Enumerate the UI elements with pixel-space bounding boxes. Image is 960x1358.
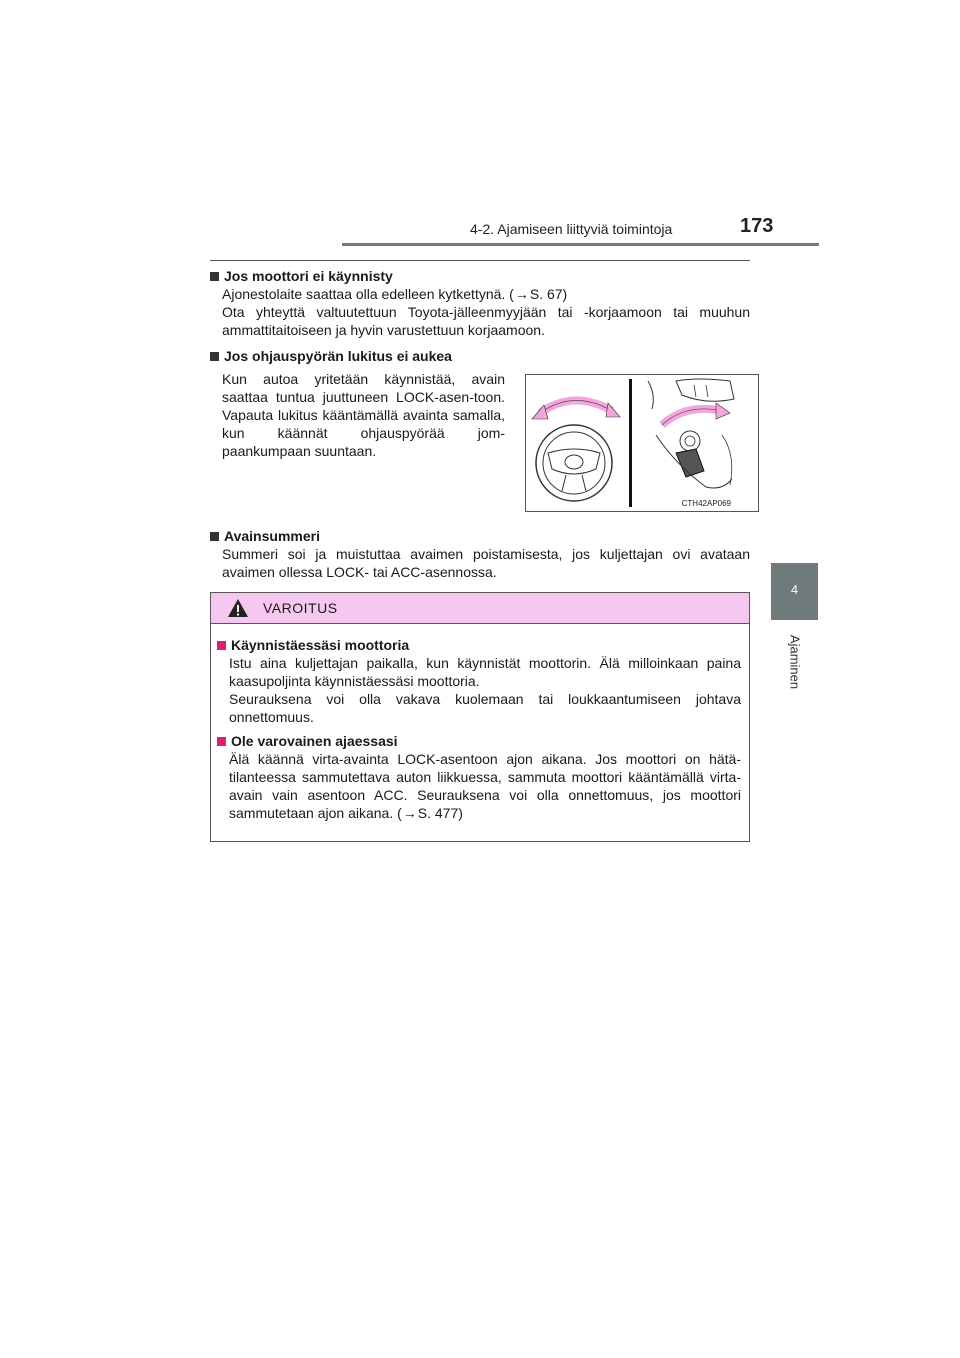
page-number: 173 — [740, 215, 774, 237]
pink-square-bullet-icon — [217, 641, 226, 650]
section-engine-body — [222, 285, 750, 339]
section-engine — [210, 267, 750, 339]
arrow-right-icon: → — [402, 805, 417, 821]
section-steering-body: Kun autoa yritetään käynnistää, avain saattaa tuntua juuttuneen LOCK-asen-toon. Vapauta lukitus kääntämällä avainta samalla, kun käännät ohjauspyörää jom-paankumpaan suuntaan. — [222, 371, 505, 459]
page-reference-link[interactable]: S. 477) — [417, 805, 463, 821]
square-bullet-icon — [210, 532, 219, 541]
section-steering-title — [210, 347, 750, 365]
header-section-title: 4-2. Ajamiseen liittyviä toimintoja — [470, 221, 673, 237]
section-buzzer-title — [210, 527, 750, 545]
warning-item-starting-title-text: Käynnistäessäsi moottoria — [231, 637, 410, 653]
section-steering — [210, 347, 750, 365]
section-steering-title-text: Jos ohjauspyörän lukitus ei aukea — [224, 348, 452, 364]
section-engine-title — [210, 267, 750, 285]
engine-line-1-text: Ajonestolaite saattaa olla edelleen kytkettynä. ( — [222, 286, 514, 302]
warning-item-starting-body — [229, 654, 741, 726]
chapter-tab — [771, 563, 818, 620]
chapter-number: 4 — [790, 582, 799, 597]
content-top-rule — [210, 260, 750, 261]
steering-wheel-and-key-drawing — [526, 375, 758, 511]
warning-driving-text: Älä käännä virta-avainta LOCK-asentoon ajon aikana. Jos moottori on hätä-tilanteessa sammutettava auton liikkuessa, sammuta moottori kääntämällä virta-avain vain asentoon ACC. Seurauksena voi olla onnettomuus, jos moottori sammutetaan ajon aikana. ( — [229, 751, 741, 821]
warning-triangle-icon — [227, 598, 249, 618]
warning-header — [211, 593, 749, 624]
figure-code: CTH42AP069 — [681, 499, 731, 508]
section-buzzer-body: Summeri soi ja muistuttaa avaimen poistamisesta, jos kuljettajan ovi avataan avaimen ollessa LOCK- tai ACC-asennossa. — [222, 546, 750, 580]
warning-item-driving-title — [217, 732, 741, 750]
pink-square-bullet-icon — [217, 737, 226, 746]
warning-box — [210, 592, 750, 842]
section-engine-title-text: Jos moottori ei käynnisty — [224, 268, 393, 284]
engine-line-2: Ota yhteyttä valtuutettuun Toyota-jälleenmyyjään tai -korjaamoon tai muuhun ammattitaitoiseen ja hyvin varustettuun korjaamoon. — [222, 304, 750, 338]
engine-line-1 — [222, 285, 750, 303]
square-bullet-icon — [210, 352, 219, 361]
page-reference-link[interactable]: S. 67) — [529, 286, 568, 302]
chapter-label: Ajaminen — [787, 634, 803, 690]
section-buzzer — [210, 527, 750, 581]
warning-label: VAROITUS — [263, 600, 338, 616]
steering-lock-illustration — [525, 374, 759, 512]
arrow-right-icon: → — [514, 286, 529, 302]
header-rule — [342, 243, 819, 246]
warning-item-starting — [217, 636, 741, 726]
warning-item-starting-title — [217, 636, 741, 654]
warning-starting-para-2: Seurauksena voi olla vakava kuolemaan tai loukkaantumiseen johtava onnettomuus. — [229, 691, 741, 725]
warning-item-driving-title-text: Ole varovainen ajaessasi — [231, 733, 398, 749]
warning-item-driving-body — [229, 750, 741, 822]
square-bullet-icon — [210, 272, 219, 281]
warning-starting-para-1: Istu aina kuljettajan paikalla, kun käynnistät moottorin. Älä milloinkaan paina kaasupoljinta käynnistäessäsi moottoria. — [229, 655, 741, 689]
section-buzzer-title-text: Avainsummeri — [224, 528, 320, 544]
warning-item-driving — [217, 732, 741, 822]
